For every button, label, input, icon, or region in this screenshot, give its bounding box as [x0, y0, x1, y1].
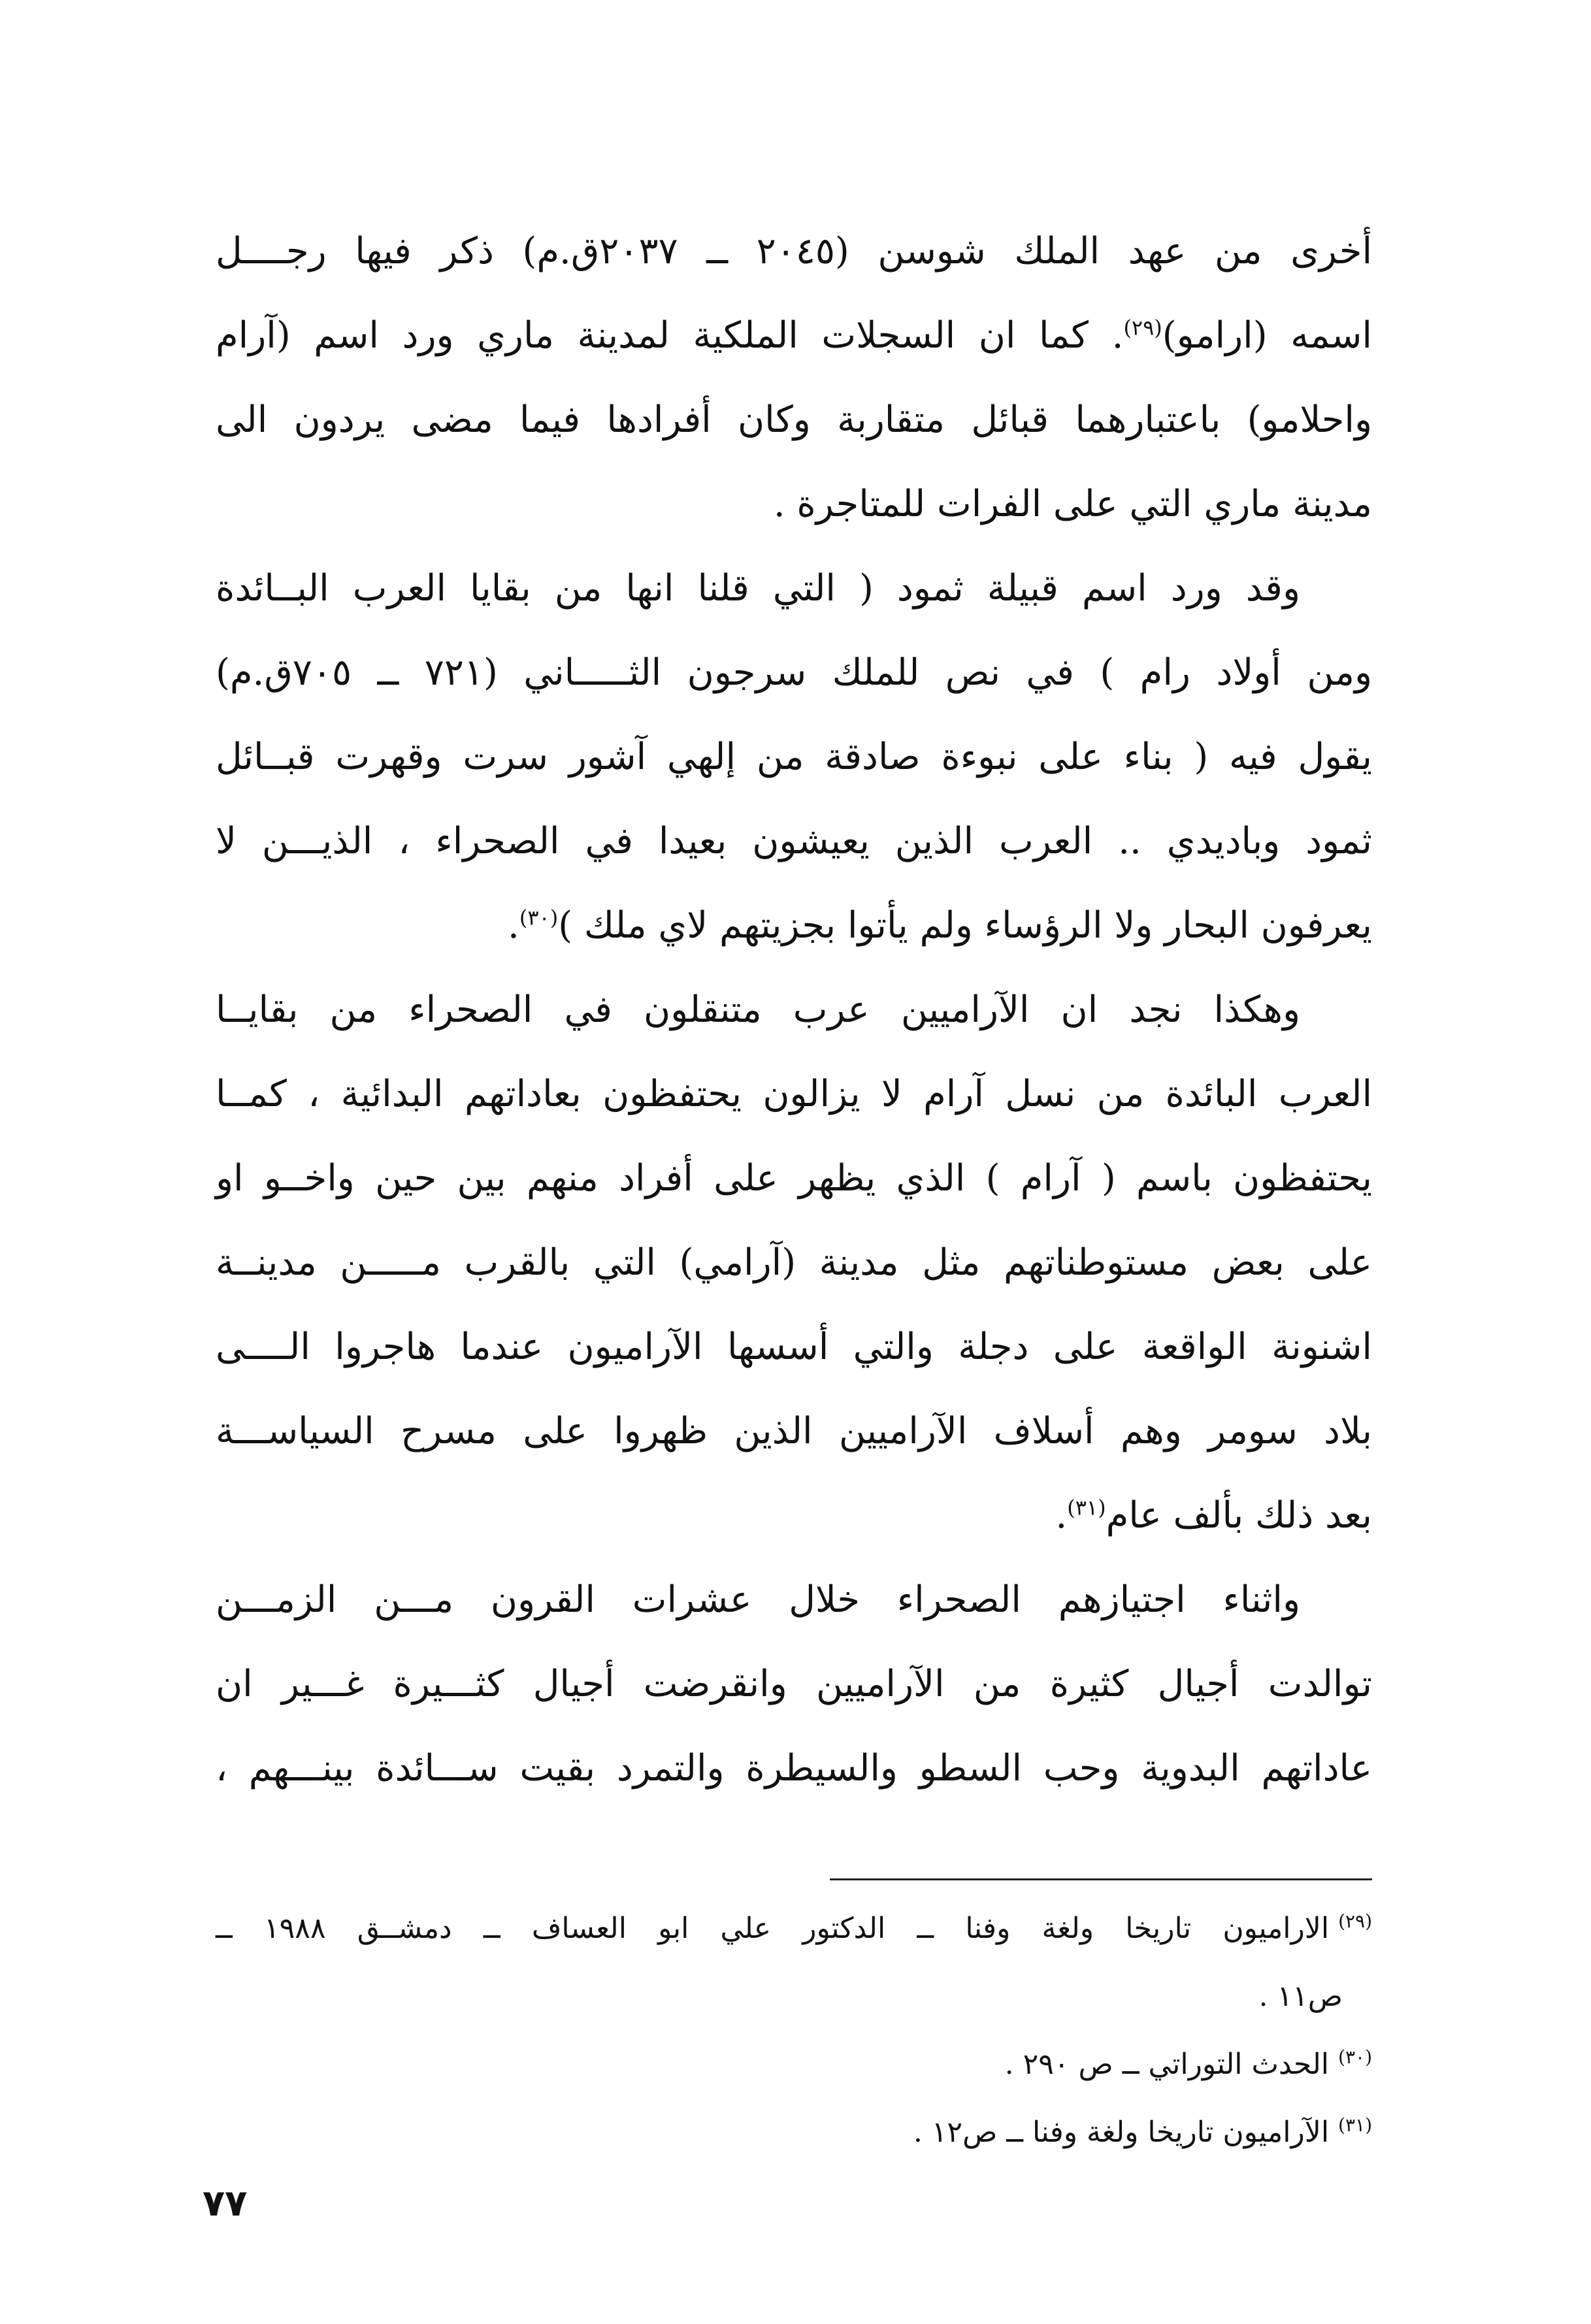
footnote-text: الاراميون تاريخا ولغة وفنا ــ الدكتور علي ابو العساف ــ دمشــق ١٩٨٨ ــ: [216, 1912, 1330, 1945]
text-line: واحلامو) باعتبارهما قبائل متقاربة وكان أفرادها فيما مضى يردون الى: [216, 399, 1372, 441]
text-segment: يعرفون البحار ولا الرؤساء ولم يأتوا بجزيتهم لاي ملك ): [558, 904, 1372, 947]
text-line: توالدت أجيال كثيرة من الآراميين وانقرضت أجيال كثـــيرة غـــير ان: [216, 1663, 1373, 1705]
text-line: ومن أولاد رام ) في نص للملك سرجون الثـــــاني (٧٢١ ــ ٧٠٥ق.م): [216, 651, 1372, 694]
page-number: ٧٧: [203, 2182, 248, 2225]
paragraph-4: [216, 1558, 1372, 1810]
text-line: اشنونة الواقعة على دجلة والتي أسسها الآراميون عندما هاجروا الــــى: [216, 1326, 1372, 1368]
text-line: بلاد سومر وهم أسلاف الآراميين الذين ظهروا على مسرح السياســـة: [216, 1410, 1372, 1452]
text-line: ثمود وباديدي .. العرب الذين يعيشون بعيدا في الصحراء ، الذيـــن لا: [216, 820, 1372, 862]
text-line: أخرى من عهد الملك شوسن (٢٠٤٥ ــ ٢٠٣٧ق.م) ذكر فيها رجــــل: [216, 230, 1372, 272]
text-line: على بعض مستوطناتهم مثل مدينة (آرامي) التي بالقرب مـــــن مدينــة: [216, 1241, 1372, 1284]
footnote-31: [216, 2099, 1372, 2167]
footnote-number: (٣١): [1338, 2114, 1372, 2136]
text-segment: .: [508, 904, 519, 947]
text-line: [216, 883, 1372, 968]
footnote-text: الآراميون تاريخا ولغة وفنا ــ ص١٢ .: [913, 2116, 1330, 2149]
footnote-text: الحدث التوراتي ــ ص ٢٩٠ .: [1004, 2048, 1330, 2081]
main-text: [216, 209, 1372, 1810]
footnote-30: [216, 2031, 1372, 2099]
text-line: وقد ورد اسم قبيلة ثمود ( التي قلنا انها من بقايا العرب البــائدة: [216, 567, 1300, 610]
footnote-number: (٢٩): [1338, 1910, 1373, 1933]
footnote-ref: (٣١): [1067, 1495, 1106, 1520]
footnote-29: [216, 1895, 1372, 1963]
text-line: واثناء اجتيازهم الصحراء خلال عشرات القرون مـــن الزمـــن: [216, 1579, 1300, 1621]
text-segment: . كما ان السجلات الملكية لمدينة ماري ورد اسم (آرام: [216, 314, 1124, 357]
text-line: [216, 293, 1372, 378]
paragraph-1: [216, 209, 1372, 546]
text-segment: .: [1055, 1494, 1068, 1537]
paragraph-2: [216, 546, 1372, 968]
text-segment: اسمه (ارامو): [1162, 314, 1372, 357]
text-line: مدينة ماري التي على الفرات للمتاجرة .: [773, 483, 1372, 525]
text-line: يحتفظون باسم ( آرام ) الذي يظهر على أفراد منهم بين حين واخــو او: [216, 1157, 1372, 1200]
footnote-ref: (٢٩): [1123, 315, 1162, 340]
text-line: عاداتهم البدوية وحب السطو والسيطرة والتمرد بقيت ســـائدة بينـــهم ،: [216, 1747, 1372, 1790]
footnote-separator: [830, 1878, 1372, 1880]
footnotes: [216, 1895, 1372, 2167]
text-line: وهكذا نجد ان الآراميين عرب متنقلون في الصحراء من بقايــا: [216, 989, 1300, 1031]
text-segment: بعد ذلك بألف عام: [1106, 1494, 1372, 1537]
paragraph-3: [216, 968, 1372, 1558]
text-line: [216, 1473, 1372, 1558]
text-line: يقول فيه ( بناء على نبوءة صادقة من إلهي آشور سرت وقهرت قبــائل: [216, 736, 1372, 778]
footnote-ref: (٣٠): [519, 905, 559, 930]
text-line: العرب البائدة من نسل آرام لا يزالون يحتفظون بعاداتهم البدائية ، كمــا: [216, 1073, 1372, 1115]
footnote-number: (٣٠): [1338, 2046, 1372, 2069]
footnote-continuation: ص١١ .: [1258, 1980, 1343, 2013]
